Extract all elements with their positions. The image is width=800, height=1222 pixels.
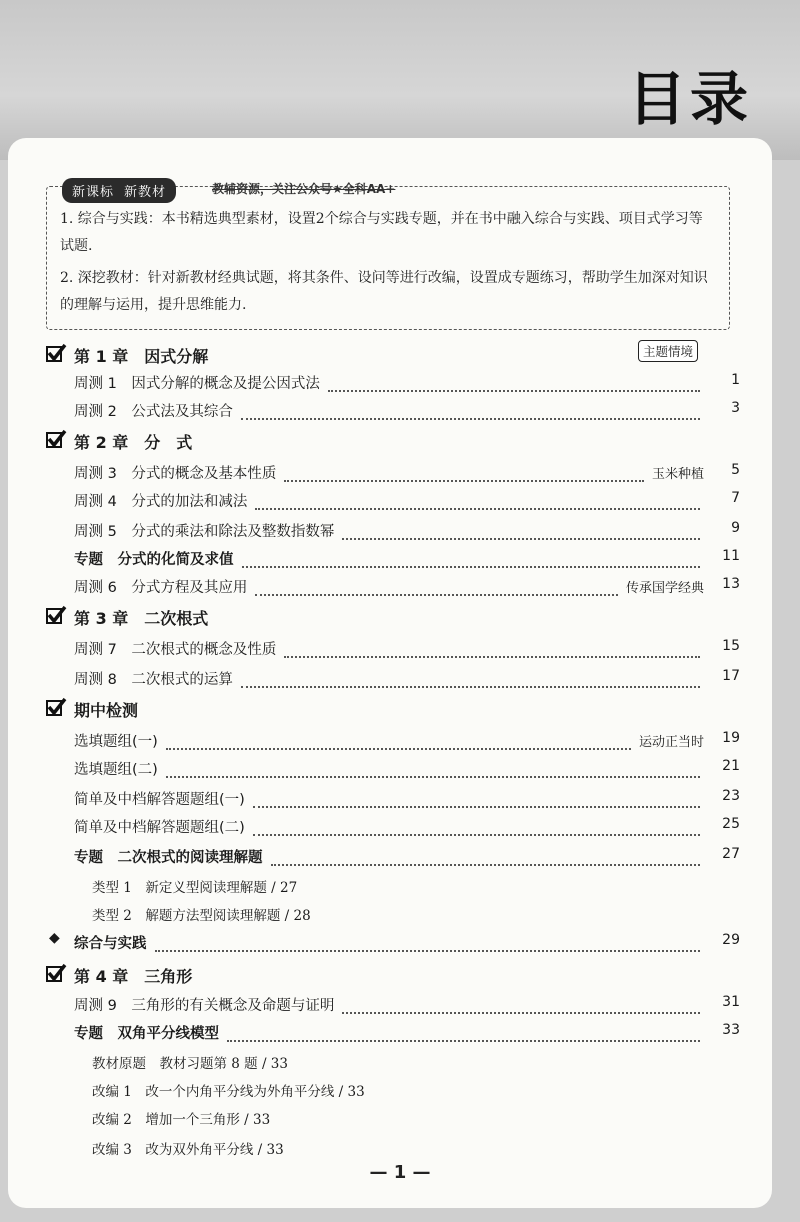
toc-entry [0,396,800,424]
notice-tag-1: 新课标 [72,185,115,200]
leader-dots [328,372,700,392]
toc-page-number: 3 [731,400,740,416]
leader-dots [255,576,618,596]
toc-label: 选填题组(一) [74,734,158,750]
toc-label: 周测 6 分式方程及其应用 [74,580,248,596]
checkbox-check-icon [45,604,67,626]
toc-label: 改编 2 增加一个三角形 / 33 [92,1112,271,1128]
toc-sub [0,1048,800,1076]
leader-dots [242,548,701,568]
diamond-icon: ◆ [49,930,60,946]
leader-dots [342,520,700,540]
toc-entry [0,368,800,396]
notice-side-text: 教辅资源，关注公众号★全科AA+ [212,182,396,196]
toc-label: 简单及中档解答题题组(一) [74,792,245,808]
toc-special [0,842,800,870]
toc-special [0,1018,800,1046]
toc-page-number: 21 [722,758,740,774]
toc-entry [0,726,800,754]
toc-label: 第 2 章 分 式 [74,433,193,452]
toc-label: 周测 1 因式分解的概念及提公因式法 [74,376,320,392]
page-title: 目录 [627,65,752,133]
toc-entry [0,664,800,692]
toc-label: 周测 7 二次根式的概念及性质 [74,642,277,658]
toc-page-number: 29 [722,932,740,948]
toc-entry [0,754,800,782]
toc-entry [0,486,800,514]
toc-page-number: 19 [722,730,740,746]
toc-label: 综合与实践 [74,936,147,952]
toc-page-number: 27 [722,846,740,862]
toc-entry [0,516,800,544]
checkbox-check-icon [45,342,67,364]
notice-tag-2: 新教材 [124,185,167,200]
leader-dots [241,400,700,420]
toc-entry [0,990,800,1018]
toc-chapter [0,694,800,722]
leader-dots [241,668,700,688]
toc-label: 周测 8 二次根式的运算 [74,672,233,688]
toc-chapter [0,960,800,988]
toc-label: 专题 分式的化简及求值 [74,552,234,568]
toc-sub [0,900,800,928]
notice-item-2: 2. 深挖教材：针对新教材经典试题，将其条件、设问等进行改编，设置成专题练习，帮助学生加深对知识的理解与运用，提升思维能力. [60,270,708,313]
leader-dots [271,846,701,866]
toc-sub [0,872,800,900]
leader-dots [155,932,701,952]
leader-dots [255,490,700,510]
toc-chapter [0,340,800,368]
toc-page-number: 5 [731,462,740,478]
toc-label: 简单及中档解答题题组(二) [74,820,245,836]
toc-page-number: 7 [731,490,740,506]
toc-label: 周测 3 分式的概念及基本性质 [74,466,277,482]
toc-page-number: 25 [722,816,740,832]
toc-label: 专题 二次根式的阅读理解题 [74,850,263,866]
toc-page-number: 11 [722,548,740,564]
toc-label: 类型 1 新定义型阅读理解题 / 27 [92,880,298,896]
toc-page-number: 33 [722,1022,740,1038]
toc-label: 第 4 章 三角形 [74,967,193,986]
toc-page-number: 31 [722,994,740,1010]
leader-dots [342,994,700,1014]
toc-theme: 玉米种植 [651,467,704,482]
toc-page-number: 17 [722,668,740,684]
toc-label: 期中检测 [74,701,139,720]
notice-item-1: 1. 综合与实践：本书精选典型素材，设置2个综合与实践专题，并在书中融入综合与实践、项目式学习等试题. [60,211,703,254]
checkbox-check-icon [45,962,67,984]
toc-theme: 运动正当时 [638,735,704,750]
toc-sub [0,1134,800,1162]
toc-sub [0,1076,800,1104]
toc-page-number: 9 [731,520,740,536]
toc-label: 选填题组(二) [74,762,158,778]
checkbox-check-icon [45,428,67,450]
toc-sub [0,1104,800,1132]
toc-label: 周测 2 公式法及其综合 [74,404,233,420]
toc-entry [0,572,800,600]
toc-page-number: 1 [731,372,740,388]
toc-theme: 传承国学经典 [625,581,704,596]
toc-chapter [0,602,800,630]
toc-entry [0,812,800,840]
toc-label: 周测 5 分式的乘法和除法及整数指数幂 [74,524,335,540]
leader-dots [284,638,700,658]
toc-label: 周测 4 分式的加法和减法 [74,494,248,510]
leader-dots [166,758,700,778]
toc-label: 第 3 章 二次根式 [74,609,209,628]
toc-page-number: 15 [722,638,740,654]
checkbox-check-icon [45,696,67,718]
toc-label: 周测 9 三角形的有关概念及命题与证明 [74,998,335,1014]
toc-label: 类型 2 解题方法型阅读理解题 / 28 [92,908,311,924]
toc-label: 教材原题 教材习题第 8 题 / 33 [92,1056,288,1072]
toc-entry [0,634,800,662]
toc-entry [0,784,800,812]
leader-dots [253,816,700,836]
toc-page-number: 23 [722,788,740,804]
page-number: — 1 — [369,1162,431,1183]
toc-label: 专题 双角平分线模型 [74,1026,219,1042]
toc-label: 改编 3 改为双外角平分线 / 33 [92,1142,284,1158]
leader-dots [284,462,644,482]
toc-label: 第 1 章 因式分解 [74,347,209,366]
toc-label: 改编 1 改一个内角平分线为外角平分线 / 33 [92,1084,365,1100]
leader-dots [253,788,700,808]
topic-badge: 主题情境 [638,340,698,362]
notice-tag [62,178,176,203]
leader-dots [166,730,631,750]
toc-page-number: 13 [722,576,740,592]
leader-dots [227,1022,700,1042]
toc-chapter [0,426,800,454]
toc-entry [0,458,800,486]
toc-special [0,544,800,572]
toc-practice [0,928,800,956]
